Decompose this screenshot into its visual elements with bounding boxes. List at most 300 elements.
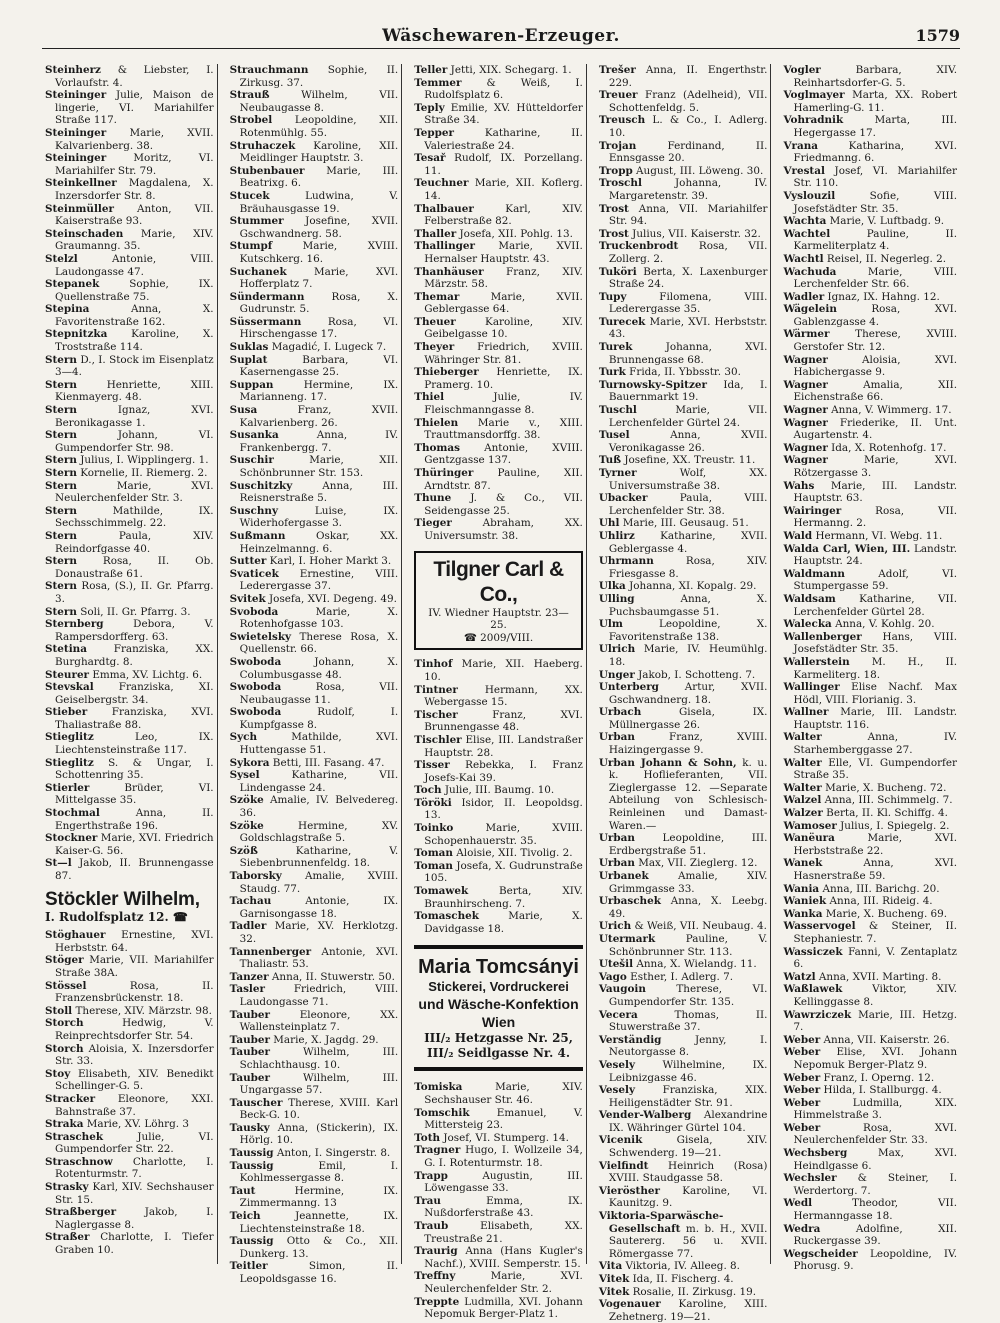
entry-name: Stern [45,504,77,517]
entry-name: Wachuda [783,265,837,278]
entry-name: Stucek [229,189,270,202]
entry-text: Marie, XVII. Kalvarienberg. 38. [55,126,214,152]
entry-text: Marie, XII. Schönbrunner Str. 153. [239,454,399,479]
entry-name: Wania [783,882,820,895]
entry-text: Marie, XII. Haeberg. 10. [424,658,583,683]
directory-entry [230,1072,399,1097]
directory-entry [45,807,214,832]
entry-text: & Steiner, I. Werdertorg. 7. [793,1172,958,1197]
entry-text: & Liebster, I. Vorlaufstr. 4. [55,64,214,89]
entry-text: Josefa, XII. Pohlg. 13. [456,227,573,240]
entry-name: Ulrich [598,643,636,656]
entry-text: Anna, X. Leebg. 49. [608,895,768,920]
entry-text: Marie, XVII. Geblergasse 64. [424,290,583,316]
directory-entry [230,64,399,89]
entry-text: Mathilde, XVI. Huttengasse 51. [239,731,399,757]
entry-name: Wanek [783,857,823,870]
entry-name: Strobel [229,114,273,127]
directory-entry [783,1172,957,1197]
entry-text: Gisela, IX. Müllnergasse 26. [608,706,768,731]
entry-name: Waßlawek [783,983,843,996]
entry-name: Thalbauer [414,202,474,215]
entry-name: Vierösther [598,1184,660,1197]
directory-entry [45,152,214,177]
directory-entry [599,114,768,139]
directory-entry [783,165,957,190]
directory-entry [45,857,214,882]
entry-text: Rosa, II. Ob. Donaustraße 61. [55,555,214,580]
entry-name: Svitek [229,592,266,605]
directory-entry [414,341,583,366]
entry-name: Sternberg [45,618,104,631]
directory-entry [783,706,957,731]
entry-text: Aloisie, XII. Tivolig. 2. [452,847,573,860]
entry-name: Vita [598,1260,623,1273]
entry-name: Verständig [598,1033,662,1046]
entry-name: Vitek [598,1285,630,1298]
directory-entry [783,971,957,984]
directory-entry [230,568,399,593]
directory-entry [599,517,768,530]
entry-text: Therese, VI. Gumpendorfer Str. 135. [608,983,768,1008]
directory-entry [230,946,399,971]
entry-text: Josefa, X. Gudrunstraße 105. [424,859,583,885]
entry-text: Leopoldine, IV. Phorusg. 9. [793,1247,958,1273]
entry-name: Tupy [598,290,627,303]
entry-text: Anna, II. Engerthstraße 196. [55,807,214,832]
directory-entry [599,643,768,668]
directory-entry [599,1084,768,1109]
directory-entry [783,618,957,631]
entry-text: Hermine, IX. Marianneng. 17. [239,378,399,404]
directory-entry [783,946,957,971]
ad-address-2: III/₂ Seidlgasse Nr. 4. [427,1046,571,1061]
entry-text: Therese, XVIII. Gerstofer Str. 12. [793,328,958,354]
entry-name: Steurer [45,668,90,681]
directory-entry [230,1235,399,1260]
directory-entry [230,983,399,1008]
directory-entry [45,731,214,756]
entry-text: Marie, XVI. Hofferplatz 7. [239,265,399,291]
entry-name: Steinkellner [45,177,117,190]
directory-entry [230,165,399,190]
entry-text: Marie, XVI. Herbststr. 43. [608,315,768,341]
directory-entry [414,366,583,391]
entry-name: Töröki [414,796,452,809]
directory-entry [45,1118,214,1131]
directory-entry [783,1072,957,1085]
entry-name: Wachtl [783,252,824,265]
entry-name: Toth [414,1131,441,1144]
directory-entry [230,316,399,341]
entry-text: Anna, X. Wielandg. 11. [633,958,757,971]
entry-name: Wald [783,529,813,542]
directory-entry [414,240,583,265]
entry-text: Anna, X. Favoritenstraße 162. [55,303,214,328]
column-2 [227,64,403,1285]
directory-entry [45,404,214,429]
directory-entry [783,114,957,139]
entry-text: August, III. Löweng. 30. [632,164,764,177]
entry-name: Toman [414,847,453,860]
entry-name: Steininger [45,126,107,139]
entry-name: Vaugoin [598,983,646,996]
entry-name: Wechsberg [783,1147,848,1160]
entry-name: Vecera [598,1008,638,1021]
entry-text: Adolfine, XII. Ruckergasse 39. [793,1222,958,1248]
directory-entry [783,1046,957,1071]
entry-name: Tisser [414,759,450,772]
entry-name: Tanzer [229,970,269,983]
entry-name: Stieglitz [45,756,94,769]
entry-name: Theyer [414,341,455,354]
directory-entry [230,1122,399,1147]
directory-entry [230,794,399,819]
directory-entry [599,731,768,756]
directory-entry [45,618,214,643]
directory-entry [45,669,214,682]
entry-name: Weber [783,1084,821,1097]
entry-name: Susa [229,404,258,417]
directory-entry [599,580,768,593]
directory-entry [783,228,957,253]
entry-text: Marie, X. Bucheng. 69. [822,907,948,920]
entry-name: Wachta [783,215,827,228]
entry-name: Weber [783,1096,821,1109]
directory-entry [230,379,399,404]
entry-name: Strauchmann [229,64,309,76]
entry-text: Karoline, XIII. Zehetnerg. 19—21. [608,1298,768,1323]
directory-entry [599,757,768,833]
entry-name: Stern [45,529,77,542]
directory-entry [599,1109,768,1134]
entry-name: Urbach [598,706,642,719]
entry-name: Tragner [414,1144,461,1157]
entry-name: Uhrmann [598,555,654,568]
directory-entry [414,417,583,442]
entry-name: Taussig [229,1235,274,1248]
directory-entry [414,1132,583,1145]
entry-name: Wachtel [783,227,831,240]
entry-text: Ferdinand, II. Ennsgasse 20. [608,139,768,165]
entry-name: Wärmer [783,328,830,341]
entry-text: Rosa, XVI. Neulerchenfelder Str. 33. [793,1121,958,1147]
entry-text: Leopoldine, X. Favoritenstraße 138. [608,618,768,643]
directory-entry [783,832,957,857]
entry-text: Rosa, VII. Zollerg. 2. [608,240,768,265]
entry-text: Charlotte, I. Rotenturmstr. 7. [55,1155,214,1181]
entry-name: Straßberger [45,1206,117,1219]
directory-entry [783,593,957,618]
directory-entry [414,127,583,152]
entry-text: Elle, VI. Gumpendorfer Straße 35. [793,756,958,782]
entry-text: & Weiß, I. Rudolfsplatz 6. [424,76,583,102]
entry-name: Voglmayer [783,89,845,102]
entry-text: m. b. H., XVII. Sautererg. 56 u. XVII. Römergasse 77. [608,1222,768,1260]
entry-name: Vesely [598,1058,635,1071]
entry-text: Jetti, XIX. Schegarg. 1. [447,64,572,76]
entry-name: Waniek [783,895,827,908]
directory-entry [783,1122,957,1147]
entry-text: Marie, X. Rotenhofgasse 103. [239,605,399,631]
entry-text: Esther, I. Adlerg. 7. [626,970,734,983]
directory-entry [45,303,214,328]
entry-name: Vrestal [783,164,825,177]
entry-name: Vrana [783,139,818,152]
entry-name: Stoll [45,1004,73,1017]
entry-name: Tauber [229,1033,270,1046]
directory-entry [230,1260,399,1285]
directory-entry [45,643,214,668]
directory-entry [414,203,583,228]
directory-entry [45,467,214,480]
entry-text: Ernestine, XVI. Herbststr. 64. [55,929,214,954]
entry-text: Anna, IV. Frankenbergg. 7. [239,429,399,454]
entry-text: Marie, IV. Heumühlg. 18. [608,643,768,668]
directory-entry [45,64,214,89]
directory-entry [45,832,214,857]
directory-entry [783,1097,957,1122]
entry-name: Tauber [229,1046,270,1059]
entry-name: Thomas [414,441,461,454]
entry-name: Steinschaden [45,227,124,240]
entry-name: Vogenauer [598,1298,661,1311]
directory-entry [414,391,583,416]
entry-text: Amalie, XVIII. Staudg. 77. [239,870,399,895]
entry-name: Taussig [229,1147,274,1160]
entry-text: Heinrich (Rosa) XVIII. Staudgasse 58. [608,1159,768,1185]
entry-name: Strauß [229,89,270,102]
directory-entry [230,1046,399,1071]
entry-name: Theuer [414,315,456,328]
directory-entry [783,794,957,807]
entry-name: Sündermann [229,290,305,303]
entry-name: Tauscher [229,1096,283,1109]
directory-entry [45,706,214,731]
entry-text: Viktor, XIV. Kellinggasse 8. [793,983,958,1008]
entry-text: S. & Ungar, I. Schottenring 35. [55,756,214,782]
entry-text: Rosa, XIV. Friesgasse 8. [608,555,768,580]
directory-entry [45,1043,214,1068]
entry-text: Therese, XIV. Märzstr. 98. [72,1004,212,1017]
column-5 [780,64,960,1273]
entry-name: Waldmann [783,567,845,580]
entry-name: Sutter [229,555,267,568]
entry-name: Urban [598,832,635,845]
entry-text: Friedrich, VIII. Laudongasse 71. [239,983,399,1008]
entry-name: Vicenik [598,1134,643,1147]
entry-name: Stieglitz [45,731,94,744]
entry-text: Katharina, XVI. Friedmanng. 6. [793,139,958,165]
entry-name: Wairinger [783,504,842,517]
entry-text: Franz, XIV. Märzstr. 58. [424,265,583,291]
entry-name: Vesely [598,1084,635,1097]
directory-entry [599,228,768,241]
directory-entry [599,1160,768,1185]
entry-name: Thielen [414,416,459,429]
directory-entry [230,240,399,265]
entry-text: Antonie, XVIII. Gentzgasse 137. [424,441,583,467]
entry-name: Treppte [414,1295,460,1308]
directory-entry [414,847,583,860]
entry-text: Marie, X. Bucheng. 72. [821,781,947,794]
entry-name: Tesař [414,152,446,165]
entry-text: Henriette, IX. Pramerg. 10. [424,366,583,391]
entry-name: Tannenberger [229,945,312,958]
entry-text: Johanna, XVI. Brunnengasse 68. [608,341,768,366]
entry-text: Anna, III. Reisnerstraße 5. [239,479,399,505]
entry-text: Augustin, III. Löwengasse 33. [424,1169,583,1195]
directory-entry [599,1185,768,1210]
entry-name: Stern [45,467,77,479]
entry-name: Suschitzky [229,479,293,492]
directory-entry [45,1068,214,1093]
entry-text: Luise, IX. Widerhofergasse 3. [239,504,399,530]
entry-name: Stubenbauer [229,164,305,177]
entry-text: Marie, X. Jagdg. 29. [269,1033,379,1046]
directory-entry [45,328,214,353]
entry-name: Teitler [229,1260,268,1273]
entry-text: Amalia, XII. Eichenstraße 66. [793,378,958,404]
entry-text: M. H., II. Karmeliterg. 18. [793,655,958,681]
entry-name: Tinhof [414,658,453,671]
directory-entry [783,89,957,114]
directory-entry [783,757,957,782]
entry-text: Antonie, VIII. Laudongasse 47. [55,252,214,278]
entry-text: Magdalena, X. Inzersdorfer Str. 8. [55,177,214,202]
directory-entry [45,354,214,379]
entry-name: Turecek [598,315,646,328]
directory-entry [45,1181,214,1206]
directory-entry [414,709,583,734]
directory-entry [45,1231,214,1256]
column-4 [596,64,772,1323]
entry-text: Julius, I. Wipplingerg. 1. [76,454,209,467]
entry-text: L. & Co., I. Adlerg. 10. [608,114,768,139]
entry-name: Stoy [45,1067,71,1080]
entry-text: Rudolf, IX. Porzellang. 11. [424,152,583,177]
ad-name: Maria Tomcsányi [418,956,579,979]
entry-text: Antonie, IX. Garnisongasse 18. [239,895,399,920]
entry-name: Turk [598,366,626,379]
entry-name: Wechsler [783,1172,837,1185]
entry-name: Trau [414,1194,441,1207]
entry-name: Wanka [783,907,823,920]
directory-entry [599,958,768,971]
entry-text: Emma, IX. Nußdorferstraße 43. [424,1194,583,1220]
entry-text: Marie, XVI. Rötzergasse 3. [793,454,958,479]
entry-name: Wawrziczek [783,1008,852,1021]
entry-text: Karl, I. Hoher Markt 3. [266,555,392,568]
directory-entry [414,734,583,759]
entry-text: Leopoldine, XII. Rotenmühlg. 55. [239,114,399,139]
entry-text: Brüder, VI. Mittelgasse 35. [55,781,214,807]
entry-name: Stössel [45,979,87,992]
entry-text: Marie, XVI. Neulerchenfelder Str. 2. [424,1270,583,1295]
entry-name: Treuer [598,89,638,102]
entry-text: Ludmilla, XIX. Himmelstraße 3. [793,1096,958,1122]
directory-entry [414,442,583,467]
directory-entry [230,266,399,291]
entry-text: Jeannette, IX. Liechtensteinstraße 18. [239,1210,399,1235]
entry-name: Wallenberger [783,630,862,643]
entry-name: Tuköri [598,265,637,278]
directory-entry [599,555,768,580]
entry-text: Wolf, XX. Universumstraße 38. [608,467,768,492]
entry-text: Karoline, X. Troststraße 114. [55,328,214,354]
directory-entry [45,580,214,605]
entry-name: Straschek [45,1130,104,1143]
entry-text: Anna, X. Puchsbaumgasse 51. [608,592,768,618]
directory-entry [45,1093,214,1118]
entry-name: Ubacker [598,492,648,505]
entry-text: Katharine, XVII. Geblergasse 4. [608,529,768,555]
entry-text: Anna, XVII. Veronikagasse 26. [608,429,768,454]
entry-text: Ida, II. Fischerg. 4. [629,1273,734,1285]
directory-entry [414,467,583,492]
directory-entry [414,1170,583,1195]
directory-entry [783,820,957,833]
directory-entry [414,822,583,847]
entry-text: Jakob, I. Schotteng. 7. [634,668,756,681]
directory-entry [414,684,583,709]
entry-text: Charlotte, I. Tiefer Graben 10. [55,1231,214,1257]
entry-text: Berta, II. Kl. Schiffg. 4. [822,807,948,820]
directory-entry [45,89,214,127]
entry-name: Tauber [229,1008,270,1021]
directory-entry [230,895,399,920]
entry-text: Barbara, XIV. Reinhartsdorfer-G. 5. [793,64,958,89]
entry-name: Toinko [414,822,454,835]
entry-name: Stern [45,429,77,442]
directory-entry [45,480,214,505]
directory-entry [230,341,399,354]
directory-entry [599,467,768,492]
directory-entry [599,857,768,870]
entry-text: Anna, II. Engerthstr. 229. [608,64,768,89]
directory-entry [599,669,768,682]
directory-entry [45,429,214,454]
entry-name: Ulka [598,580,626,593]
entry-text: Leopoldine, III. Erdbergstraße 51. [608,832,768,857]
directory-entry [783,857,957,882]
directory-entry [599,341,768,366]
entry-name: Steininger [45,89,107,102]
entry-text: Anna (Hans Kugler's Nachf.), XVIII. Semperstr. 15. [424,1245,583,1270]
directory-entry [783,1147,957,1172]
entry-text: Sofie, VIII. Josefstädter Str. 35. [793,189,958,215]
entry-text: Eleonore, XX. Wallensteinplatz 7. [239,1008,399,1034]
entry-name: Unger [598,668,635,681]
entry-text: Berta, XIV. Braunhirscheng. 7. [424,885,583,910]
directory-entry [230,454,399,479]
directory-entry [599,1059,768,1084]
entry-name: Tusel [598,429,630,442]
entry-text: Amalie, IV. Belvedereg. 36. [239,794,399,820]
entry-text: Katharine, II. Valeriestraße 24. [424,126,583,152]
entry-text: Emilie, XV. Hütteldorfer Straße 34. [424,101,583,127]
entry-name: Urbaschek [598,895,661,908]
entry-name: Thaller [414,227,457,240]
entry-text: Marie, III. Hetzg. 7. [793,1008,958,1034]
directory-entry [45,454,214,467]
entry-text: Thomas, II. Stuwerstraße 37. [608,1008,768,1034]
entry-text: Franz, XVII. Kalvarienberg. 26. [239,404,399,429]
directory-entry [599,316,768,341]
entry-name: Suschir [229,454,274,467]
entry-name: Vender-Walberg [598,1109,692,1122]
entry-name: Steinherz [45,64,101,76]
